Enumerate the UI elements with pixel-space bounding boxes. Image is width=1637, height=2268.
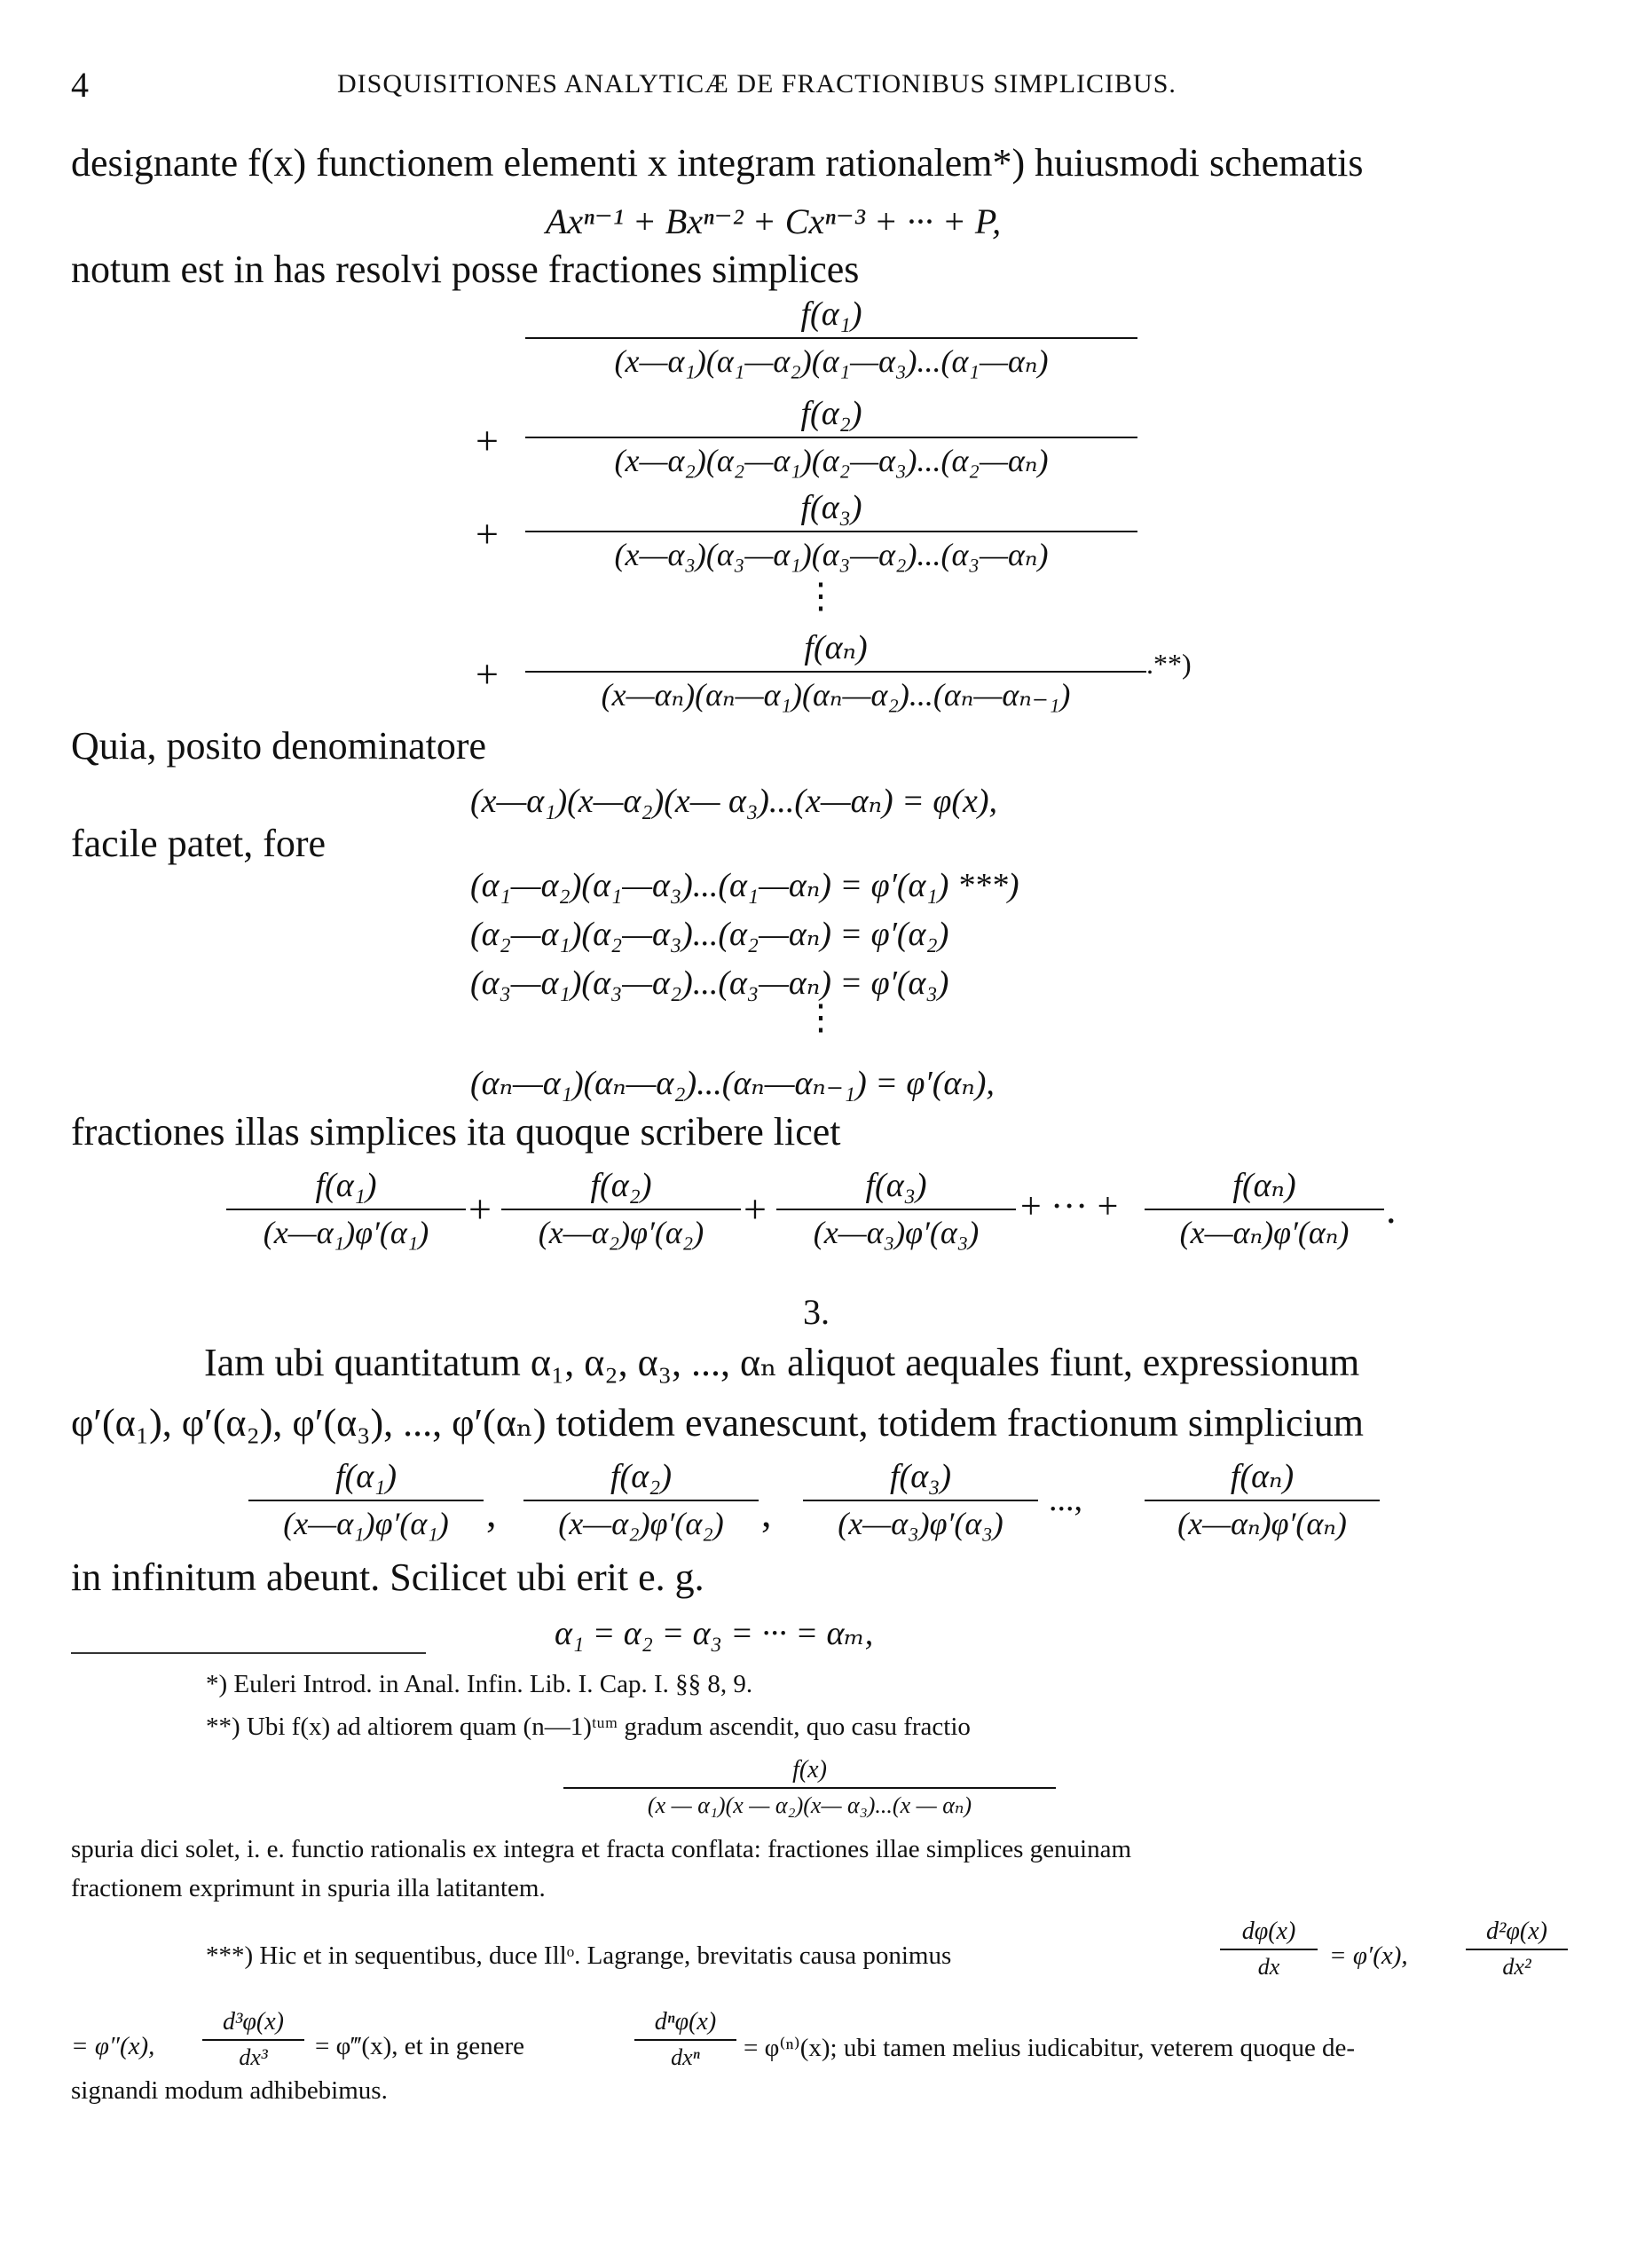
- fraction-denominator: (x—α₂)φ′(α₂): [558, 1506, 724, 1541]
- fraction-bar: [1145, 1209, 1384, 1210]
- footnote-2-fraction: [563, 1755, 1056, 1821]
- fraction-numerator: f(x): [792, 1756, 827, 1784]
- running-header: [71, 64, 1579, 108]
- end-period: .: [1386, 1186, 1397, 1232]
- fraction-denominator: (x—αₙ)(αₙ—α₁)(αₙ—α₂)...(αₙ—αₙ₋₁): [601, 677, 1071, 713]
- fraction-denominator: (x—α₃)(α₃—α₁)(α₃—α₂)...(α₃—αₙ): [614, 537, 1049, 572]
- footnote-1: *) Euleri Introd. in Anal. Infin. Lib. I. Cap. I. §§ 8, 9.: [206, 1670, 753, 1698]
- row-fraction-2: [501, 1164, 741, 1253]
- fraction-denominator: (x—α₂)φ′(α₂): [538, 1215, 704, 1250]
- fraction-bar: [523, 1500, 759, 1501]
- fraction-bar: [776, 1209, 1016, 1210]
- comma: ,: [486, 1490, 497, 1535]
- fraction-bar: [1466, 1949, 1568, 1950]
- fraction-denominator: (x—αₙ)φ′(αₙ): [1177, 1506, 1347, 1541]
- body-line-3: fractiones illas simplices ita quoque scribere licet: [71, 1110, 841, 1154]
- fraction-numerator: f(α₁): [334, 1458, 397, 1495]
- polynomial: Axⁿ⁻¹ + Bxⁿ⁻² + Cxⁿ⁻³ + ··· + P,: [546, 201, 1002, 241]
- fraction-bar: [803, 1500, 1038, 1501]
- body-line-6: in infinitum abeunt. Scilicet ubi erit e. g.: [71, 1555, 704, 1599]
- ellipsis: ...,: [1049, 1481, 1082, 1518]
- fraction-bar: [1220, 1949, 1318, 1950]
- fraction-numerator: f(α₂): [800, 395, 862, 432]
- comma: ,: [761, 1490, 772, 1535]
- fraction-denominator: dx: [1257, 1954, 1280, 1980]
- fraction-denominator: dx³: [239, 2044, 268, 2070]
- derivative-fraction-n: [634, 2007, 736, 2073]
- derivative-eq-text-3: = φ‴(x), et in genere: [315, 2032, 524, 2060]
- fraction-numerator: d²φ(x): [1486, 1918, 1547, 1945]
- derivative-fraction-1: [1220, 1917, 1318, 1982]
- running-title: DISQUISITIONES ANALYTICÆ DE FRACTIONIBUS SIMPLICIBUS.: [337, 69, 1177, 98]
- derivative-eq-text-1: = φ′(x),: [1329, 1941, 1408, 1970]
- fraction-numerator: dⁿφ(x): [654, 2008, 717, 2036]
- footnote-rule: [71, 1652, 426, 1654]
- fraction-numerator: f(αₙ): [804, 629, 868, 666]
- fraction-numerator: d³φ(x): [223, 2008, 284, 2036]
- fraction-bar: [525, 671, 1146, 673]
- footnote-2-line-2: spuria dici solet, i. e. functio rationalis ex integra et fracta conflata: fractiones illae simplices genuinam: [71, 1835, 1132, 1863]
- fraction-denominator: (x—α₁)(α₁—α₂)(α₁—α₃)...(α₁—αₙ): [614, 343, 1049, 379]
- row-fraction-3: [776, 1164, 1016, 1253]
- derivative-eq-n: (αₙ—α₁)(αₙ—α₂)...(αₙ—αₙ₋₁) = φ′(αₙ),: [470, 1065, 995, 1102]
- body-line-1: designante f(x) functionem elementi x integram rationalem*) huiusmodi schematis: [71, 141, 1364, 185]
- fraction-denominator: (x—α₂)(α₂—α₁)(α₂—α₃)...(α₂—αₙ): [614, 443, 1049, 478]
- body-line-quia: Quia, posito denominatore: [71, 724, 487, 768]
- body-line-2: notum est in has resolvi posse fractiones simplices: [71, 248, 860, 291]
- fraction-denominator: dx²: [1502, 1954, 1531, 1980]
- abeunt-fraction-3: [803, 1455, 1038, 1544]
- derivative-eq-1: (α₁—α₂)(α₁—α₃)...(α₁—αₙ) = φ′(α₁) ***): [470, 867, 1019, 904]
- body-line-4: Iam ubi quantitatum α₁, α₂, α₃, ..., αₙ aliquot aequales fiunt, expressionum: [204, 1341, 1360, 1384]
- partial-fraction-3: [525, 486, 1137, 575]
- equality-chain: α₁ = α₂ = α₃ = ··· = αₘ,: [555, 1615, 874, 1652]
- footnote-2: **) Ubi f(x) ad altiorem quam (n—1)ᵗᵘᵐ gradum ascendit, quo casu fractio: [206, 1713, 971, 1741]
- fraction-bar: [202, 2039, 304, 2041]
- fraction-bar: [525, 337, 1137, 339]
- section-number: 3.: [803, 1292, 830, 1332]
- fraction-numerator: f(α₂): [590, 1167, 652, 1204]
- fraction-denominator: (x—α₃)φ′(α₃): [838, 1506, 1003, 1541]
- fraction-numerator: f(α₁): [315, 1167, 377, 1204]
- phi-definition: (x—α₁)(x—α₂)(x— α₃)...(x—αₙ) = φ(x),: [470, 783, 998, 820]
- partial-fraction-2: [525, 392, 1137, 481]
- plus-sign: +: [476, 511, 499, 556]
- footnote-3-line-3: signandi modum adhibebimus.: [71, 2076, 388, 2105]
- vertical-ellipsis: ⋮: [803, 576, 838, 616]
- footnote-3: ***) Hic et in sequentibus, duce Illᵒ. Lagrange, brevitatis causa ponimus: [206, 1941, 952, 1970]
- plus-sign: +: [476, 651, 499, 697]
- derivative-eq-text-2: = φ″(x),: [71, 2032, 155, 2060]
- fraction-denominator: (x—α₁)φ′(α₁): [283, 1506, 449, 1541]
- fraction-numerator: f(αₙ): [1230, 1458, 1295, 1495]
- fraction-bar: [563, 1787, 1056, 1789]
- derivative-eq-3: (α₃—α₁)(α₃—α₂)...(α₃—αₙ) = φ′(α₃): [470, 965, 949, 1002]
- plus-sign: +: [744, 1186, 767, 1232]
- fraction-numerator: f(α₁): [800, 295, 862, 333]
- derivative-fraction-2: [1466, 1917, 1568, 1982]
- partial-fraction-1: [525, 293, 1137, 382]
- fraction-numerator: f(α₂): [610, 1458, 673, 1495]
- fraction-numerator: f(αₙ): [1232, 1167, 1296, 1204]
- fraction-numerator: f(α₃): [889, 1458, 952, 1495]
- abeunt-fraction-2: [523, 1455, 759, 1544]
- row-fraction-n: [1145, 1164, 1384, 1253]
- vertical-ellipsis: ⋮: [803, 997, 838, 1037]
- plus-sign: +: [468, 1186, 492, 1232]
- fraction-denominator: (x—αₙ)φ′(αₙ): [1179, 1215, 1350, 1250]
- fraction-numerator: f(α₃): [800, 489, 862, 526]
- body-line-5: φ′(α₁), φ′(α₂), φ′(α₃), ..., φ′(αₙ) totidem evanescunt, totidem fractionum simplicium: [71, 1401, 1364, 1445]
- fraction-bar: [1145, 1500, 1380, 1501]
- footnote-3-tail: = φ⁽ⁿ⁾(x); ubi tamen melius iudicabitur, veterem quoque de-: [744, 2034, 1356, 2062]
- derivative-eq-2: (α₂—α₁)(α₂—α₃)...(α₂—αₙ) = φ′(α₂): [470, 916, 949, 953]
- plus-ellipsis: + ··· +: [1020, 1186, 1119, 1227]
- fraction-denominator: dxⁿ: [671, 2044, 700, 2070]
- fraction-bar: [501, 1209, 741, 1210]
- fraction-numerator: dφ(x): [1241, 1918, 1296, 1945]
- fraction-numerator: f(α₃): [865, 1167, 927, 1204]
- fraction-bar: [525, 531, 1137, 532]
- footnote-ref-2: .**): [1146, 648, 1192, 680]
- footnote-2-line-3: fractionem exprimunt in spuria illa latitantem.: [71, 1874, 546, 1902]
- fraction-bar: [634, 2039, 736, 2041]
- fraction-bar: [226, 1209, 466, 1210]
- page-number: 4: [71, 65, 89, 105]
- fraction-bar: [525, 437, 1137, 438]
- fraction-denominator: (x — α₁)(x — α₂)(x— α₃)...(x — αₙ): [647, 1792, 972, 1818]
- partial-fraction-n: [525, 626, 1146, 715]
- body-line-facile: facile patet, fore: [71, 822, 327, 865]
- plus-sign: +: [476, 418, 499, 463]
- derivative-fraction-3: [202, 2007, 304, 2073]
- fraction-denominator: (x—α₃)φ′(α₃): [813, 1215, 980, 1250]
- fraction-denominator: (x—α₁)φ′(α₁): [263, 1215, 429, 1250]
- row-fraction-1: [226, 1164, 466, 1253]
- abeunt-fraction-n: [1145, 1455, 1380, 1544]
- fraction-bar: [248, 1500, 484, 1501]
- abeunt-fraction-1: [248, 1455, 484, 1544]
